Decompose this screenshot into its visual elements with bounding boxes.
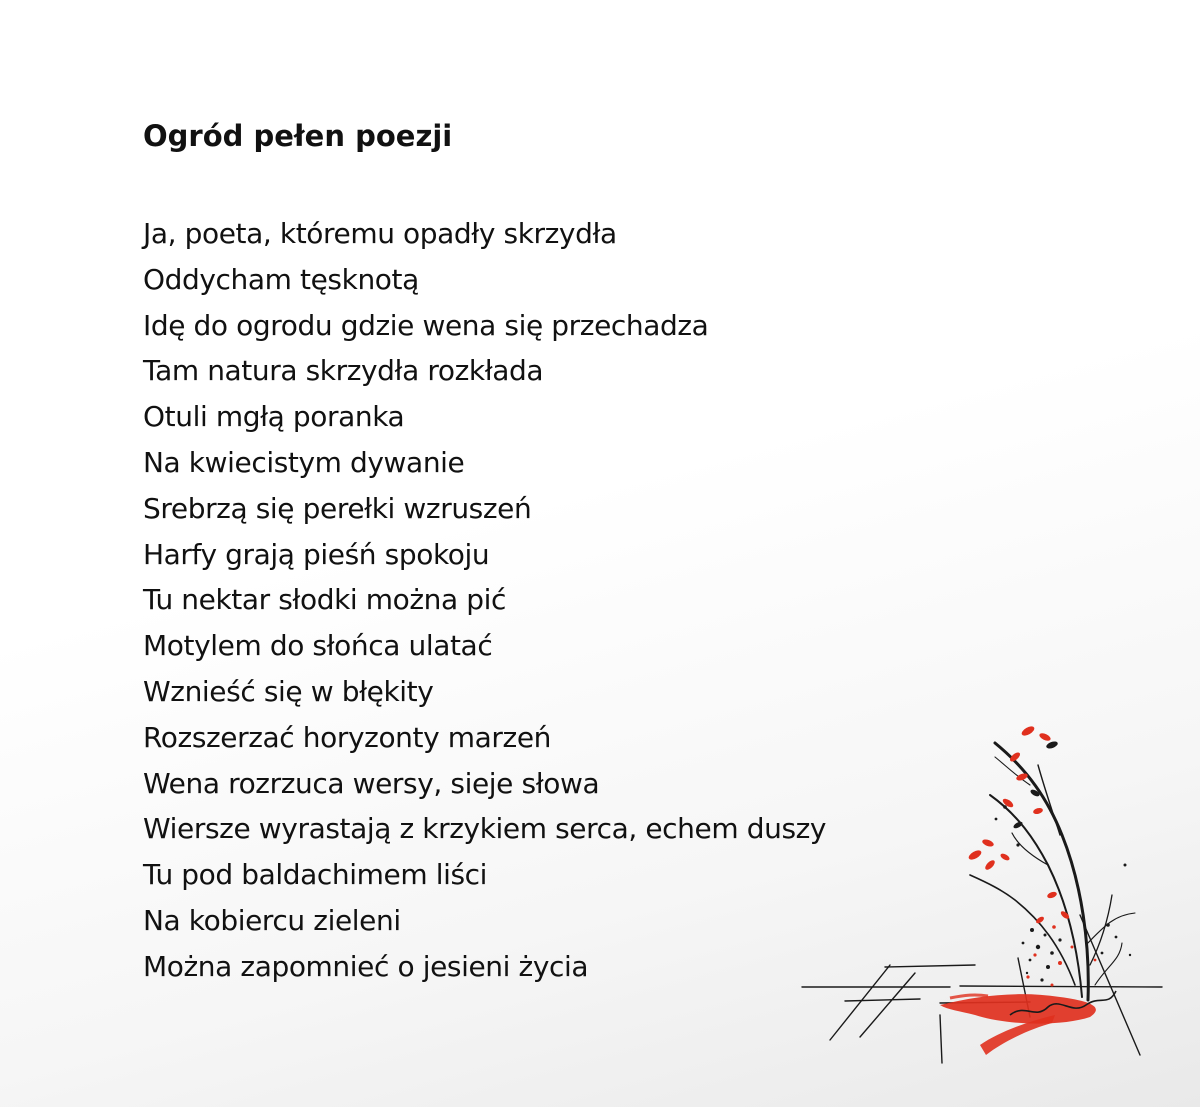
- verse-line: Na kwiecistym dywanie: [143, 445, 465, 479]
- verse-line: Srebrzą się perełki wzruszeń: [143, 491, 532, 525]
- verse-line: Na kobiercu zieleni: [143, 903, 401, 937]
- verse-line: Ja, poeta, któremu opadły skrzydła: [143, 217, 617, 250]
- verse-line: Tam natura skrzydła rozkłada: [143, 354, 544, 388]
- verse-line: Wiersze wyrastają z krzykiem serca, echem duszy: [143, 812, 827, 846]
- ground-lines: [802, 915, 1162, 1063]
- verse-line: Harfy grają pieśń spokoju: [143, 537, 490, 571]
- poem-title: Ogród pełen poezji: [143, 119, 453, 153]
- red-brush-stroke: [940, 994, 1096, 1055]
- verse-line: Wena rozrzuca wersy, sieje słowa: [143, 766, 600, 800]
- poem-verses: [143, 211, 826, 990]
- verse-line: Wznieść się w błękity: [143, 674, 434, 708]
- ink-tree-illustration: [790, 715, 1170, 1075]
- verse-line: Rozszerzać horyzonty marzeń: [143, 720, 551, 754]
- verse-line: Otuli mgłą poranka: [143, 400, 405, 434]
- verse-line: Idę do ogrodu gdzie wena się przechadza: [143, 308, 709, 342]
- ink-dots: [995, 805, 1132, 981]
- verse-line: Motylem do słońca ulatać: [143, 629, 493, 663]
- tree-branches: [970, 743, 1135, 1000]
- verse-line: Tu pod baldachimem liści: [143, 858, 488, 892]
- verse-line: Można zapomnieć o jesieni życia: [143, 949, 589, 983]
- verse-line: Oddycham tęsknotą: [143, 262, 419, 296]
- verse-line: Tu nektar słodki można pić: [143, 583, 507, 617]
